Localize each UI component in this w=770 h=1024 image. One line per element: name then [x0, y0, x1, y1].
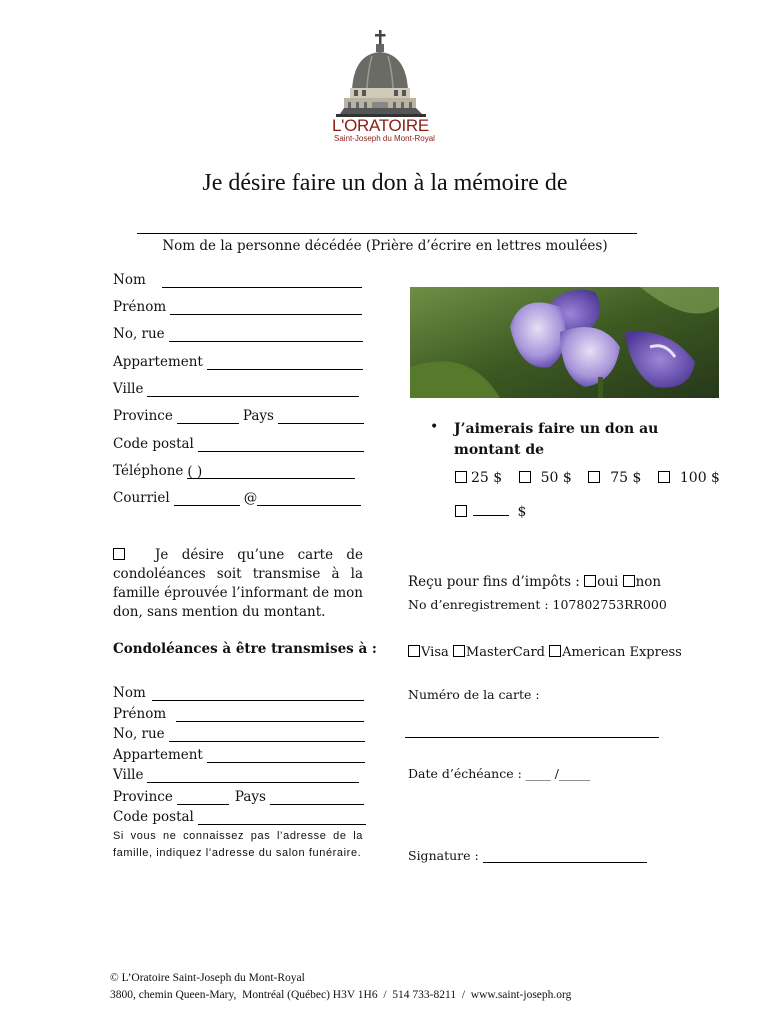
receipt-oui-label: oui: [597, 574, 619, 590]
iris-photo: [410, 287, 719, 398]
page-title: Je désire faire un don à la mémoire de: [202, 170, 568, 196]
deceased-name-line[interactable]: [137, 233, 637, 234]
recipient-prenom-label: Prénom: [113, 706, 167, 722]
amount-100-label: 100 $: [679, 470, 720, 486]
donor-telephone-field[interactable]: [113, 459, 355, 479]
checkbox-icon[interactable]: [549, 645, 561, 657]
recipient-code-postal-label: Code postal: [113, 809, 194, 825]
amount-25-option[interactable]: [455, 470, 502, 486]
amount-50-option[interactable]: [519, 470, 572, 486]
donor-ville-label: Ville: [113, 381, 144, 397]
checkbox-icon[interactable]: [113, 548, 125, 560]
condolence-card-option[interactable]: [113, 546, 363, 622]
checkbox-icon[interactable]: [584, 575, 596, 587]
registration-number: No d’enregistrement : 107802753RR000: [408, 597, 667, 612]
bullet-icon: •: [430, 419, 439, 435]
amount-75-option[interactable]: [588, 470, 641, 486]
recipient-prenom-field[interactable]: [113, 702, 364, 722]
receipt-label: Reçu pour fins d’impôts :: [408, 574, 580, 590]
donor-prenom-label: Prénom: [113, 299, 167, 315]
checkbox-icon[interactable]: [623, 575, 635, 587]
logo-name: L'ORATOIRE: [332, 116, 429, 135]
donor-province-field[interactable]: [113, 404, 364, 424]
mastercard-label: MasterCard: [465, 645, 545, 660]
checkbox-icon[interactable]: [519, 471, 531, 483]
footer-copyright: © L’Oratoire Saint-Joseph du Mont-Royal: [110, 972, 305, 984]
donor-province-label: Province: [113, 408, 173, 424]
amex-label: American Express: [562, 645, 682, 660]
condolence-card-text: Je désire qu’une carte de condoléances soit transmise à la famille éprouvée l’informant de mon don, sans mention du montant.: [113, 547, 363, 620]
donor-ville-field[interactable]: [113, 377, 359, 397]
amount-100-option[interactable]: [658, 470, 720, 486]
recipient-rue-field[interactable]: [113, 722, 365, 742]
recipient-rue-label: No, rue: [113, 726, 165, 742]
email-at-sign: @: [243, 490, 258, 506]
footer-address: 3800, chemin Queen-Mary, Montréal (Québec) H3V 1H6 / 514 733-8211 / www.saint-joseph.org: [110, 989, 572, 1001]
donor-rue-field[interactable]: [113, 322, 363, 342]
donor-pays-label: Pays: [242, 408, 274, 424]
telephone-area-code: ( ): [187, 464, 203, 480]
recipient-ville-label: Ville: [113, 767, 144, 783]
recipient-ville-field[interactable]: [113, 763, 359, 783]
payment-options: [408, 645, 682, 660]
donor-nom-label: Nom: [113, 272, 146, 288]
mastercard-option[interactable]: [453, 645, 545, 660]
donor-telephone-label: Téléphone: [113, 463, 184, 479]
donor-code-postal-label: Code postal: [113, 436, 194, 452]
donation-label: J’aimerais faire un don au montant de: [454, 421, 659, 458]
card-number-line[interactable]: [405, 737, 659, 738]
recipient-code-postal-field[interactable]: [113, 805, 366, 825]
amex-option[interactable]: [549, 645, 682, 660]
other-amount-suffix: $: [517, 504, 527, 520]
recipient-province-field[interactable]: [113, 785, 364, 805]
donor-code-postal-field[interactable]: [113, 432, 364, 452]
signature-field[interactable]: [408, 848, 647, 863]
visa-label: Visa: [421, 645, 449, 660]
donation-amounts: [455, 470, 720, 486]
donor-courriel-label: Courriel: [113, 490, 170, 506]
donor-appartement-label: Appartement: [113, 354, 203, 370]
checkbox-icon[interactable]: [455, 471, 467, 483]
recipient-title: Condoléances à être transmises à :: [113, 641, 377, 657]
recipient-province-label: Province: [113, 789, 173, 805]
expiry-field[interactable]: Date d’échéance : ____ /_____: [408, 766, 591, 781]
recipient-appartement-field[interactable]: [113, 743, 365, 763]
logo-subname: Saint-Joseph du Mont-Royal: [334, 134, 435, 143]
recipient-pays-label: Pays: [234, 789, 266, 805]
recipient-note: Si vous ne connaissez pas l’adresse de la famille, indiquez l’adresse du salon funéraire.: [113, 830, 363, 859]
checkbox-icon[interactable]: [658, 471, 670, 483]
recipient-nom-field[interactable]: [113, 681, 364, 701]
amount-75-label: 75 $: [610, 470, 642, 486]
deceased-name-caption: Nom de la personne décédée (Prière d’écrire en lettres moulées): [162, 238, 608, 254]
signature-label: Signature :: [408, 848, 479, 863]
amount-50-label: 50 $: [540, 470, 572, 486]
donor-courriel-field[interactable]: [113, 486, 361, 506]
amount-other-option[interactable]: [455, 503, 526, 520]
recipient-appartement-label: Appartement: [113, 747, 203, 763]
receipt-non-label: non: [635, 574, 662, 590]
recipient-nom-label: Nom: [113, 685, 146, 701]
visa-option[interactable]: [408, 645, 449, 660]
donor-appartement-field[interactable]: [113, 350, 363, 370]
donor-rue-label: No, rue: [113, 326, 165, 342]
checkbox-icon[interactable]: [455, 505, 467, 517]
receipt-row: [408, 574, 661, 590]
amount-25-label: 25 $: [471, 470, 503, 486]
checkbox-icon[interactable]: [408, 645, 420, 657]
donor-nom-field[interactable]: [113, 268, 362, 288]
donor-prenom-field[interactable]: [113, 295, 362, 315]
checkbox-icon[interactable]: [588, 471, 600, 483]
card-number-label: Numéro de la carte :: [408, 687, 540, 702]
checkbox-icon[interactable]: [453, 645, 465, 657]
